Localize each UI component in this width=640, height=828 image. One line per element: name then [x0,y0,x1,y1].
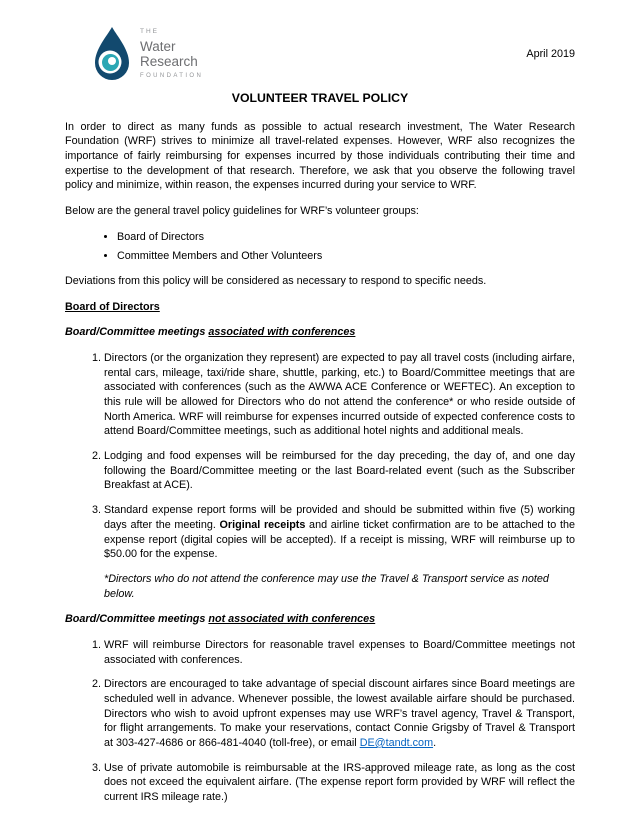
list-item [104,351,575,439]
logo-the-label: THE [140,27,159,35]
date-label: April 2019 [526,47,575,60]
not-assoc-conferences-list [65,638,575,805]
list-item-text: Directors (or the organization they represent) are expected to pay all travel costs (including airfare, rental cars, mileage, taxi/ride share, shuttle, parking, etc.) to Board/Committee meetings that are associated with conferences (such as the AWWA ACE Conference or WEFTEC). An exception to this rule will be allowed for Directors who do not attend the conference* or who reside outside of North America. WRF will reimburse for expenses incurred outside of expected conference costs to attend Board/Committee meetings, such as additional hotel nights and additional meals. [104,352,575,438]
logo-text [140,28,203,80]
document-header [65,26,575,82]
conference-footnote: *Directors who do not attend the conference may use the Travel & Transport service as noted below. [104,572,549,600]
list-item-text: Standard expense report forms will be provided and should be submitted within five (5) working days after the meeting. [104,504,575,531]
list-item-text: Lodging and food expenses will be reimbursed for the day preceding, the day of, and one day following the Board/Committee meeting or the last Board-related event (such as the Subscriber Breakfast at ACE). [104,450,575,492]
intro-paragraph: In order to direct as many funds as possible to actual research investment, The Water Research Foundation (WRF) strives to minimize all travel-related expenses. However, WRF also recognizes the importance of fairly reimbursing for expenses incurred by those individuals contributing their time and expertise to the development of that research. Therefore, we ask that you observe the following travel policy and minimize, within reason, the expenses incurred during your service to WRF. [65,120,575,192]
deviations-paragraph: Deviations from this policy will be considered as necessary to respond to specific needs. [65,275,487,288]
list-item-text: . [433,736,437,749]
list-item: • Committee Members and Other Volunteers [117,249,575,264]
not-assoc-conferences-heading [65,612,575,627]
water-drop-icon [93,26,131,82]
not-assoc-heading-underlined: not associated with conferences [208,613,376,626]
list-item [104,449,575,493]
list-item-text: Use of private automobile is reimbursable at the IRS-approved mileage rate, as long as the cost does not exceed the equivalent airfare. (The expense report form provided by WRF will reflect the current IRS mileage rate.) [104,761,575,803]
list-item [104,761,575,805]
list-item-text: and airline ticket confirmation are to be attached to the expense report (digital copies will be accepted). If a receipt is missing, WRF will reimburse up to $50.00 for the expense. [104,518,575,561]
list-item [104,677,575,750]
original-receipts-emphasis: Original receipts [219,518,306,531]
groups-lead-paragraph: Below are the general travel policy guidelines for WRF’s volunteer groups: [65,205,419,218]
volunteer-groups-list [65,230,575,264]
list-item [104,638,575,667]
assoc-heading-underlined: associated with conferences [208,326,356,339]
logo-water-label: Water [140,38,176,54]
logo-foundation-label: FOUNDATION [140,72,204,79]
assoc-heading-text: Board/Committee meetings [65,326,209,339]
email-link[interactable]: DE@tandt.com [359,736,434,749]
list-item: • Board of Directors [117,230,575,245]
list-item-text: Directors are encouraged to take advantage of special discount airfares since Board meetings are scheduled well in advance. Whenever possible, the lowest available airfare should be purchased. Directors who wish to avoid upfront expenses may use WRF’s travel agency, Travel & Transport, for flight arrangements. To make your reservations, contact Connie Grigsby of Travel & Transport at 303-427-4686 or 866-481-4040 (toll-free), or email [104,678,575,749]
list-item [104,503,575,562]
logo-research-label: Research [140,53,198,69]
page-title: VOLUNTEER TRAVEL POLICY [231,91,409,105]
board-of-directors-heading: Board of Directors [65,300,160,313]
assoc-conferences-list [65,351,575,562]
not-assoc-heading-text: Board/Committee meetings [65,613,209,626]
wrf-logo [93,26,203,82]
assoc-conferences-heading [65,325,575,340]
list-item-text: WRF will reimburse Directors for reasonable travel expenses to Board/Committee meetings not associated with conferences. [104,638,575,666]
